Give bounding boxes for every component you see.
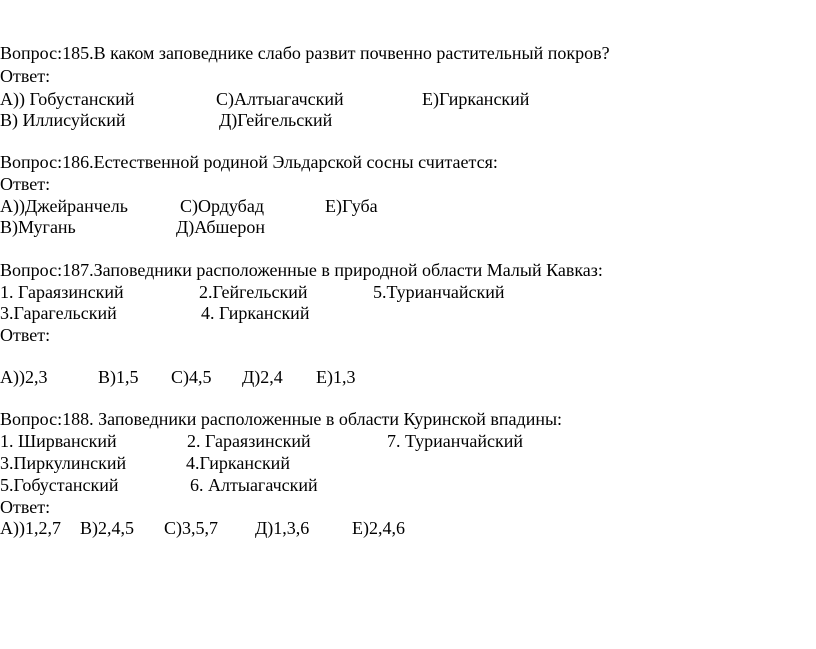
option-a: А))Джейранчель	[0, 196, 128, 216]
question-185-options-row-1	[0, 88, 530, 110]
item-4: 4.Гирканский	[186, 453, 290, 473]
option-a: А))1,2,7	[0, 518, 61, 538]
question-185-options-row-2	[0, 109, 333, 131]
item-5: 5.Гобустанский	[0, 475, 119, 495]
question-187-text: Вопрос:187.Заповедники расположенные в природной области Малый Кавказ:	[0, 260, 603, 280]
question-186-answer-label: Ответ:	[0, 174, 51, 194]
option-d: Д)2,4	[242, 367, 283, 387]
option-e: Е)2,4,6	[352, 518, 405, 538]
option-c: С)4,5	[171, 367, 212, 387]
item-4: 4. Гирканский	[201, 303, 310, 323]
option-e: Е)Гирканский	[422, 89, 530, 109]
option-b: В)Мугань	[0, 217, 76, 237]
question-187-items-row-1	[0, 281, 505, 303]
question-187-items-row-2	[0, 302, 310, 324]
option-b: В) Иллисуйский	[0, 110, 126, 130]
option-e: Е)Губа	[325, 196, 378, 216]
question-188-items-row-3	[0, 474, 318, 496]
item-1: 1. Гараязинский	[0, 282, 124, 302]
option-a: А))2,3	[0, 367, 48, 387]
option-e: Е)1,3	[316, 367, 356, 387]
option-d: Д)Гейгельский	[219, 110, 333, 130]
item-2: 2. Гараязинский	[187, 431, 311, 451]
question-186-options-row-2	[0, 216, 265, 238]
question-188-answer-label: Ответ:	[0, 497, 51, 517]
question-188-options-row	[0, 517, 405, 539]
question-185-answer-label: Ответ:	[0, 66, 51, 86]
item-3: 3.Гарагельский	[0, 303, 117, 323]
option-c: С)3,5,7	[164, 518, 218, 538]
item-3: 3.Пиркулинский	[0, 453, 127, 473]
option-a: А)) Гобустанский	[0, 89, 135, 109]
question-187-options-row	[0, 366, 356, 388]
item-6: 6. Алтыагачский	[190, 475, 318, 495]
question-185-text: Вопрос:185.В каком заповеднике слабо развит почвенно растительный покров?	[0, 43, 610, 63]
question-187-answer-label: Ответ:	[0, 325, 51, 345]
item-1: 1. Ширванский	[0, 431, 117, 451]
option-d: Д)Абшерон	[176, 217, 265, 237]
question-186-options-row-1	[0, 195, 378, 217]
option-c: С)Алтыагачский	[216, 89, 344, 109]
question-188-items-row-1	[0, 430, 524, 452]
item-7: 7. Турианчайский	[387, 431, 524, 451]
item-2: 2.Гейгельский	[199, 282, 308, 302]
item-5: 5.Турианчайский	[373, 282, 505, 302]
question-186-text: Вопрос:186.Естественной родиной Эльдарской сосны считается:	[0, 152, 498, 172]
option-b: В)1,5	[98, 367, 139, 387]
option-d: Д)1,3,6	[255, 518, 310, 538]
option-b: В)2,4,5	[80, 518, 134, 538]
option-c: С)Ордубад	[180, 196, 264, 216]
question-188-text: Вопрос:188. Заповедники расположенные в области Куринской впадины:	[0, 409, 563, 429]
question-188-items-row-2	[0, 452, 290, 474]
